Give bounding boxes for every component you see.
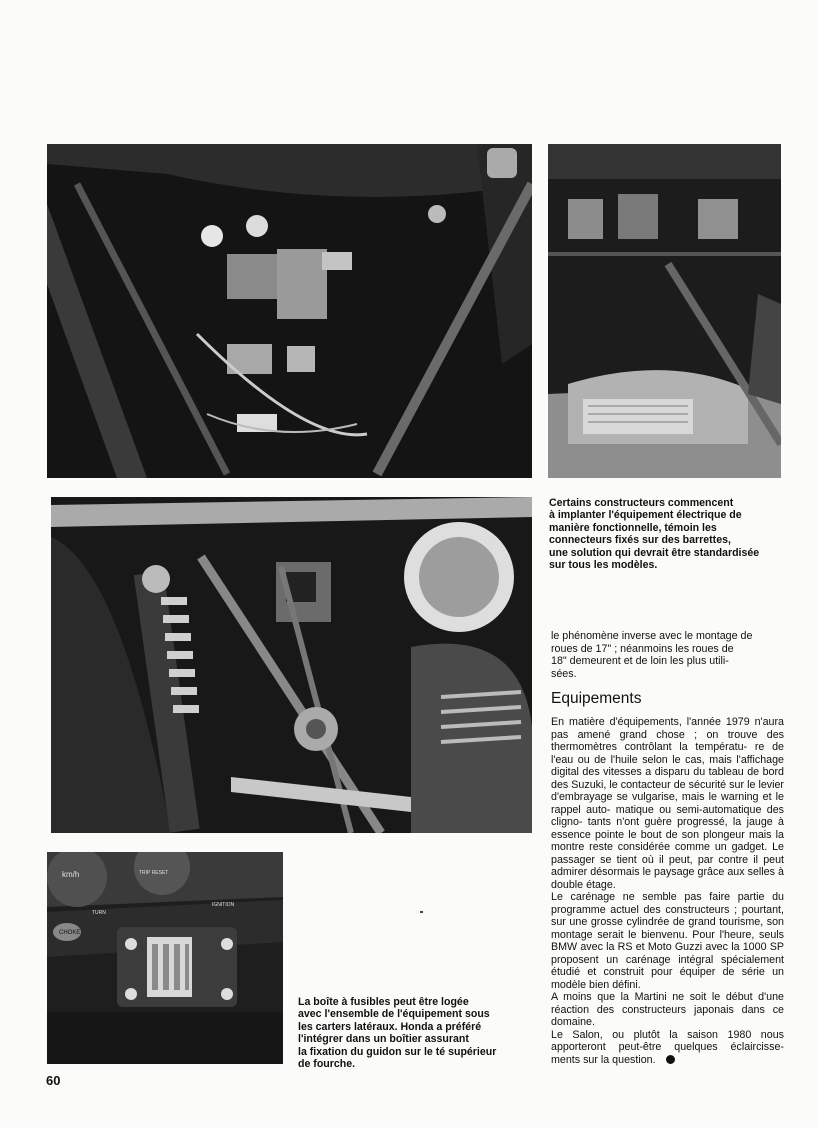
caption-line: l'intégrer dans un boîtier assurant — [298, 1033, 469, 1046]
intro-line: sées. — [551, 667, 577, 680]
caption-connectors — [549, 497, 789, 571]
article-intro — [551, 630, 784, 680]
end-bullet-icon — [666, 1055, 675, 1064]
photo-fusebox-handlebar — [47, 852, 283, 1064]
caption-line: de fourche. — [298, 1058, 356, 1071]
ignition-label: IGNITION — [212, 902, 235, 908]
choke-label: CHOKE — [59, 930, 81, 936]
caption-line: la fixation du guidon sur le té supérieur — [298, 1045, 497, 1058]
intro-line: 18" demeurent et de loin les plus utili- — [551, 655, 729, 667]
article-paragraph: En matière d'équipements, l'année 1979 n'aura pas amené grand chose ; on trouve des thermomètres contrôlant la températu- re de l'eau ou de l'huile selon le cas, mais l'affichage digital des vitesses a disparu du tableau de bord des Suzuki, le contacteur de sécurité sur le levier d'embrayage se vulgarise, mais le warning et le rappel auto- matique ou semi-automatique des cligno- tants n'ont guère progressé, la jauge à essence pointe le bout de son plongeur mais la montre reste considérée comme un gadget. Le passager se tient où il peut, par contre il peut admirer désormais le paysage grâce aux selles à double étage. — [551, 716, 784, 891]
page-number: 60 — [46, 1073, 61, 1088]
trip-label: TRIP RESET — [139, 870, 169, 876]
caption-line: à implanter l'équipement électrique de — [549, 509, 742, 522]
section-heading: Equipements — [551, 690, 642, 707]
intro-line: roues de 17" ; néanmoins les roues de — [551, 642, 734, 655]
caption-line: Certains constructeurs commencent — [549, 497, 734, 509]
caption-line: avec l'ensemble de l'équipement sous — [298, 1008, 490, 1021]
caption-line: manière fonctionnelle, témoin les — [549, 521, 717, 534]
photo-rear-shock-frame — [51, 497, 532, 833]
photo-electrical-underseat — [47, 144, 532, 478]
caption-line: sur tous les modèles. — [549, 559, 658, 572]
article-paragraph — [551, 1029, 784, 1067]
intro-line: le phénomène inverse avec le montage de — [551, 630, 753, 642]
caption-line: une solution qui devrait être standardisée — [549, 546, 760, 559]
kmh-label: km/h — [62, 870, 80, 879]
article-paragraph: Le carénage ne semble pas faire partie du programme actuel des constructeurs ; pourtant, sur une grosse cylindrée de grand tourisme, son montage serait le bienvenu. Pour l'heure, seuls BMW avec la RS et Moto Guzzi avec la 1000 SP proposent un carénage intégral spécialement étudié et construit pour équiper de série un modèle bien défini. — [551, 891, 784, 991]
photo-connectors-bars — [548, 144, 781, 478]
caption-line: les carters latéraux. Honda a préféré — [298, 1020, 482, 1033]
caption-line: connecteurs fixés sur des barrettes, — [549, 534, 731, 547]
article-body — [551, 716, 784, 1066]
turn-label: TURN — [92, 910, 106, 916]
caption-fusebox — [298, 996, 538, 1070]
caption-line: La boîte à fusibles peut être logée — [298, 996, 469, 1008]
print-speck — [420, 911, 423, 913]
last-paragraph-text: Le Salon, ou plutôt la saison 1980 nous apporteront peut-être quelques éclaircisse- ments sur la question. — [551, 1028, 784, 1066]
article-paragraph: A moins que la Martini ne soit le début d'une réaction des constructeurs japonais dans ce domaine. — [551, 991, 784, 1028]
